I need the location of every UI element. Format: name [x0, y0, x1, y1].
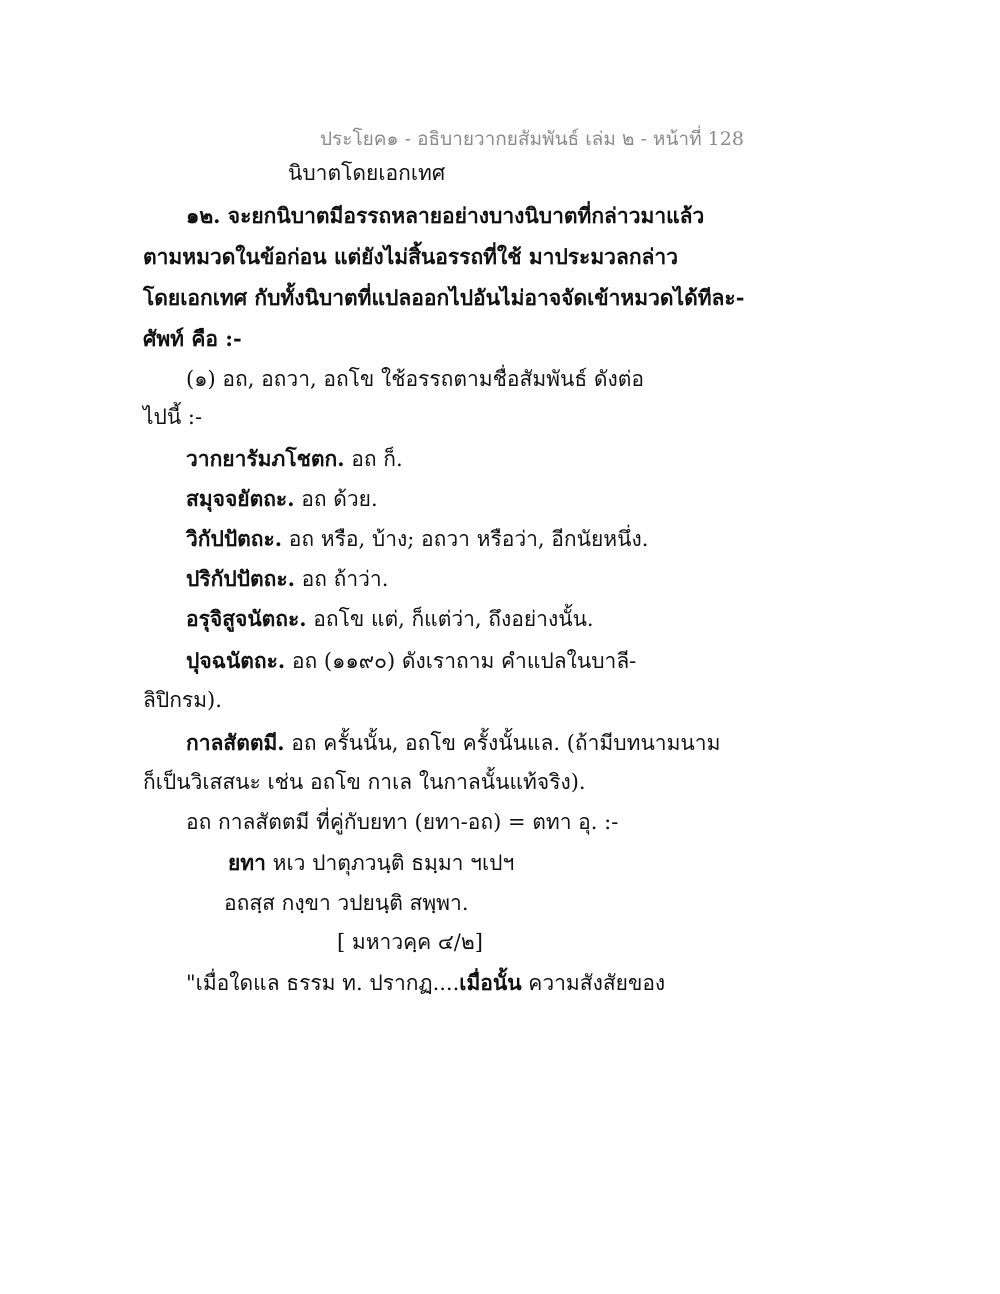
verse-line-1 [228, 852, 514, 874]
verse-line-2: อถสฺส กงฺขา วปยนฺติ สพฺพา. [224, 891, 469, 915]
translation-pre: "เมื่อใดแล ธรรม ท. ปรากฏ.... [186, 971, 460, 995]
intro-line-4: ศัพท์ คือ :- [143, 326, 242, 351]
kala-text: อถ ครั้นนั้น, อถโข ครั้งนั้นแล. (ถ้ามีบทนามนาม [284, 731, 721, 755]
kala-term: กาลสัตตมี. [186, 730, 285, 755]
verse-text: หเว ปาตุภวนฺติ ธมฺมา ฯเปฯ [265, 851, 515, 875]
intro-line-2: ตามหมวดในข้อก่อน แต่ยังไม่สิ้นอรรถที่ใช้ มาประมวลกล่าว [143, 244, 679, 269]
kala-pair-line: อถ กาลสัตตมี ที่คู่กับยทา (ยทา-อถ) = ตทา อุ. :- [186, 810, 619, 834]
entry-text: อถ ด้วย. [294, 487, 378, 511]
entry-row [186, 448, 403, 470]
verse-lead: ยทา [228, 850, 266, 875]
entry-row [186, 608, 594, 630]
entry-row [186, 488, 378, 510]
entry-text: อถ ถ้าว่า. [294, 567, 389, 591]
entry-text: อถโข แต่, ก็แต่ว่า, ถึงอย่างนั้น. [306, 607, 594, 631]
item1-line-1: (๑) อถ, อถวา, อถโข ใช้อรรถตามชื่อสัมพันธ์ ดังต่อ [186, 367, 644, 391]
intro-line-3: โดยเอกเทศ กับทั้งนิบาตที่แปลออกไปอันไม่อาจจัดเข้าหมวดได้ทีละ- [143, 285, 745, 310]
translation-line [186, 972, 665, 994]
entry-term: ปริกัปปัตถะ. [186, 566, 295, 591]
running-head: ประโยค๑ - อธิบายวากยสัมพันธ์ เล่ม ๒ - หน้าที่ 128 [320, 128, 744, 150]
kala-line-2: ก็เป็นวิเสสนะ เช่น อถโข กาเล ในกาลนั้นแท้จริง). [143, 770, 586, 794]
puccha-continuation: ลิปิกรม). [143, 688, 222, 712]
entry-row [186, 568, 388, 590]
entry-row [186, 650, 636, 672]
item1-line-2: ไปนี้ :- [143, 405, 203, 429]
entry-row [186, 528, 648, 550]
kala-row [186, 732, 720, 754]
translation-post: ความสังสัยของ [521, 971, 666, 995]
entry-text: อถ ก็. [344, 447, 403, 471]
entry-term: วิกัปปัตถะ. [186, 526, 283, 551]
intro-line-1: ๑๒. จะยกนิบาตมีอรรถหลายอย่างบางนิบาตที่กล่าวมาแล้ว [186, 203, 705, 228]
citation: [ มหาวคฺค ๔/๒] [337, 930, 483, 954]
entry-term: สมุจจยัตถะ. [186, 486, 295, 511]
translation-bold: เมื่อนั้น [459, 970, 522, 995]
section-title: นิบาตโดยเอกเทศ [288, 161, 446, 185]
entry-term: อรุจิสูจนัตถะ. [186, 606, 307, 631]
entry-text: อถ หรือ, บ้าง; อถวา หรือว่า, อีกนัยหนึ่ง. [282, 527, 649, 551]
entry-text: อถ (๑๑๙๐) ดังเราถาม คำแปลในบาลี- [285, 649, 637, 673]
entry-term: วากยารัมภโชตก. [186, 446, 345, 471]
entry-term: ปุจฉนัตถะ. [186, 648, 286, 673]
